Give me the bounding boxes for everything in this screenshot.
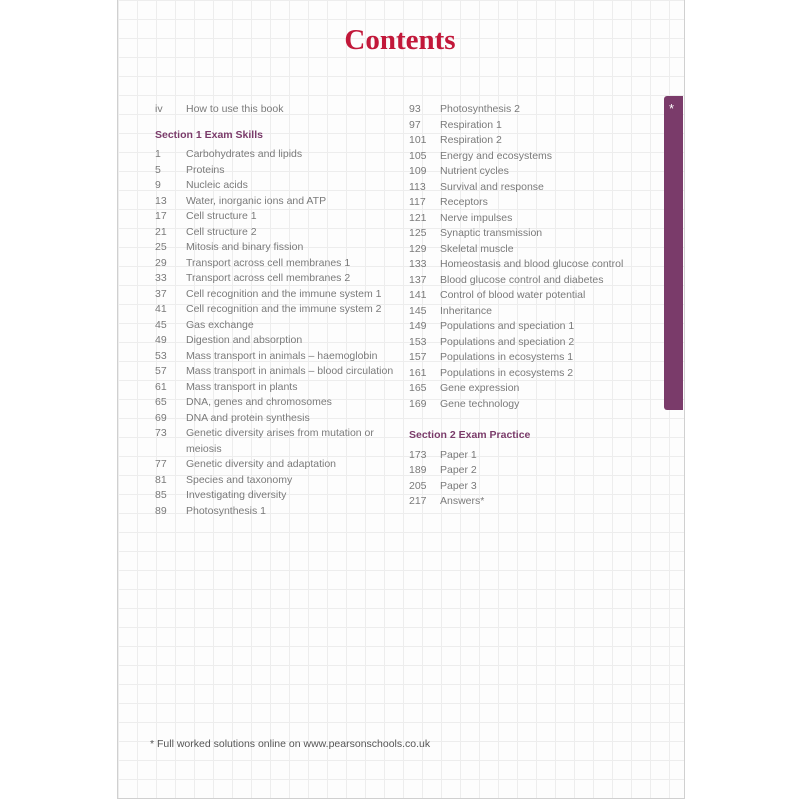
toc-page-number: 189 (409, 464, 427, 476)
toc-entry (155, 411, 395, 427)
toc-entry-title: Mitosis and binary fission (186, 241, 304, 253)
toc-entry (155, 488, 395, 504)
toc-page-number: 117 (409, 196, 426, 208)
section2-heading: Section 2 Exam Practice (409, 429, 531, 441)
toc-entry (155, 271, 395, 287)
toc-page-number: 205 (409, 479, 427, 492)
tab-asterisk: * (669, 101, 675, 116)
toc-entry-title: Photosynthesis 2 (440, 103, 520, 115)
toc-entry (409, 164, 659, 180)
toc-entry (155, 240, 395, 256)
toc-page-number: 17 (155, 210, 167, 222)
toc-entry (409, 319, 659, 335)
toc-page-number: 81 (155, 473, 167, 486)
toc-entry-title: Populations and speciation 2 (440, 335, 575, 348)
page-title: Contents (344, 24, 456, 56)
toc-entry-title: Photosynthesis 1 (186, 504, 266, 517)
toc-page-number: 33 (155, 272, 167, 284)
toc-entry (409, 463, 659, 479)
toc-entry (409, 226, 659, 242)
toc-entry-title: Carbohydrates and lipids (186, 148, 303, 160)
toc-entry-intro (155, 102, 395, 118)
toc-page-number: 9 (155, 179, 161, 191)
toc-page-number: 217 (409, 495, 427, 507)
toc-page-number: 165 (409, 382, 427, 394)
toc-page-number: 49 (155, 334, 167, 346)
toc-entry (409, 350, 659, 366)
toc-entry-title: DNA, genes and chromosomes (186, 396, 332, 408)
toc-entry-title: Cell structure 2 (186, 225, 257, 238)
section1-heading: Section 1 Exam Skills (155, 128, 263, 141)
toc-entry-title: Mass transport in animals – blood circulation (186, 365, 394, 377)
toc-entry (409, 288, 659, 304)
toc-entry-title: Respiration 1 (440, 118, 502, 131)
toc-entry-title: Populations in ecosystems 1 (440, 351, 574, 363)
toc-entry (155, 504, 395, 520)
toc-page-number: 5 (155, 163, 161, 176)
toc-entry-title: Transport across cell membranes 2 (186, 272, 351, 284)
toc-entry (409, 195, 659, 211)
toc-entry-title: Cell structure 1 (186, 210, 257, 222)
toc-entry-title: Respiration 2 (440, 134, 502, 146)
toc-entry (155, 209, 395, 225)
toc-entry (155, 287, 395, 303)
toc-entry-title: Proteins (186, 163, 225, 176)
toc-page-number: 157 (409, 351, 427, 363)
toc-entry (155, 178, 395, 194)
toc-page-number: 149 (409, 320, 427, 332)
toc-entry-title: DNA and protein synthesis (186, 411, 310, 424)
toc-page-number: 145 (409, 304, 427, 317)
toc-entry-title: Nutrient cycles (440, 165, 509, 177)
toc-page-number: 77 (155, 458, 167, 470)
toc-page-number: 141 (409, 289, 427, 301)
toc-entry-title: Populations and speciation 1 (440, 320, 575, 332)
contents-column-left (155, 102, 395, 519)
toc-entry-title: Cell recognition and the immune system 2 (186, 303, 382, 315)
toc-entry-title: Paper 2 (440, 464, 477, 476)
toc-entry-title: Mass transport in animals – haemoglobin (186, 349, 378, 362)
toc-entry (409, 366, 659, 382)
toc-page-number: 29 (155, 256, 167, 269)
toc-entry (155, 333, 395, 349)
toc-page-number: 105 (409, 149, 427, 162)
toc-entry-title: Inheritance (440, 304, 492, 317)
toc-entry-title: Gene technology (440, 397, 520, 410)
toc-entry (155, 302, 395, 318)
toc-entry (155, 318, 395, 334)
toc-entry-title: Species and taxonomy (186, 473, 293, 486)
toc-entry-title: Cell recognition and the immune system 1 (186, 287, 382, 300)
toc-page-number: iv (155, 103, 163, 115)
toc-entry (409, 118, 659, 134)
toc-entry-title: Digestion and absorption (186, 334, 303, 346)
toc-entry-title: Answers* (440, 495, 485, 507)
toc-page-number: 57 (155, 365, 167, 377)
toc-entry-title: Gene expression (440, 382, 520, 394)
toc-page-number: 41 (155, 303, 167, 315)
toc-page-number: 13 (155, 194, 167, 207)
toc-entry (155, 194, 395, 210)
toc-entry (409, 479, 659, 495)
toc-page-number: 97 (409, 118, 421, 131)
toc-entry-title: Water, inorganic ions and ATP (186, 194, 327, 207)
toc-entry (155, 395, 395, 411)
toc-entry-title: Genetic diversity and adaptation (186, 458, 337, 470)
section-tab (664, 96, 683, 410)
toc-page-number: 73 (155, 427, 167, 439)
toc-entry (155, 364, 395, 380)
toc-entry-title: Paper 3 (440, 479, 477, 492)
toc-entry (409, 257, 659, 273)
toc-entry-title: Energy and ecosystems (440, 149, 553, 162)
toc-page-number: 129 (409, 242, 427, 255)
toc-entry (155, 349, 395, 365)
toc-page-number: 101 (409, 134, 427, 146)
toc-entry (409, 494, 659, 510)
toc-entry-title: Nerve impulses (440, 211, 513, 224)
toc-page-number: 137 (409, 273, 427, 286)
toc-page-number: 21 (155, 225, 167, 238)
toc-entry (409, 304, 659, 320)
toc-entry-title: Populations in ecosystems 2 (440, 366, 574, 379)
toc-entry (409, 335, 659, 351)
toc-entry (409, 273, 659, 289)
toc-page-number: 1 (155, 148, 161, 160)
toc-entry-title: Genetic diversity arises from mutation or meiosis (186, 427, 374, 455)
toc-page-number: 133 (409, 258, 427, 270)
footnote: * Full worked solutions online on www.pearsonschools.co.uk (150, 738, 431, 750)
toc-entry-title: Paper 1 (440, 448, 477, 461)
toc-page-number: 153 (409, 335, 427, 348)
toc-entry (409, 180, 659, 196)
toc-entry (409, 397, 659, 413)
toc-page-number: 53 (155, 349, 167, 362)
toc-page-number: 161 (409, 366, 427, 379)
toc-entry-title: Control of blood water potential (440, 289, 586, 301)
toc-page-number: 169 (409, 397, 427, 410)
toc-page-number: 37 (155, 287, 167, 300)
toc-entry (409, 242, 659, 258)
toc-entry-title: Transport across cell membranes 1 (186, 256, 351, 269)
toc-entry-title: Homeostasis and blood glucose control (440, 258, 624, 270)
toc-page-number: 69 (155, 411, 167, 424)
toc-entry (155, 225, 395, 241)
toc-entry (155, 380, 395, 396)
toc-page-number: 109 (409, 165, 427, 177)
toc-page-number: 45 (155, 318, 167, 331)
toc-page-number: 85 (155, 489, 167, 501)
toc-page-number: 113 (409, 180, 426, 193)
toc-entry-title: Nucleic acids (186, 179, 248, 191)
toc-page-number: 89 (155, 504, 167, 517)
toc-page-number: 93 (409, 103, 421, 115)
toc-page-number: 61 (155, 380, 167, 393)
toc-entry-title: Synaptic transmission (440, 227, 543, 239)
toc-entry (155, 256, 395, 272)
toc-entry-title: How to use this book (186, 103, 284, 115)
toc-entry (155, 426, 395, 457)
toc-page-number: 173 (409, 448, 427, 461)
toc-entry (155, 163, 395, 179)
toc-entry (409, 149, 659, 165)
toc-entry-title: Skeletal muscle (440, 242, 514, 255)
toc-entry-title: Receptors (440, 196, 488, 208)
contents-column-right (409, 102, 659, 510)
toc-entry-title: Mass transport in plants (186, 380, 298, 393)
toc-entry-title: Investigating diversity (186, 489, 287, 501)
toc-page-number: 65 (155, 396, 167, 408)
toc-entry (409, 448, 659, 464)
toc-entry (155, 457, 395, 473)
toc-entry (155, 147, 395, 163)
toc-page-number: 121 (409, 211, 427, 224)
toc-entry-title: Gas exchange (186, 318, 254, 331)
toc-entry (409, 381, 659, 397)
toc-page-number: 25 (155, 241, 167, 253)
toc-entry (155, 473, 395, 489)
toc-entry (409, 133, 659, 149)
toc-page-number: 125 (409, 227, 427, 239)
toc-entry (409, 102, 659, 118)
toc-entry-title: Blood glucose control and diabetes (440, 273, 604, 286)
toc-entry (409, 211, 659, 227)
toc-entry-title: Survival and response (440, 180, 544, 193)
